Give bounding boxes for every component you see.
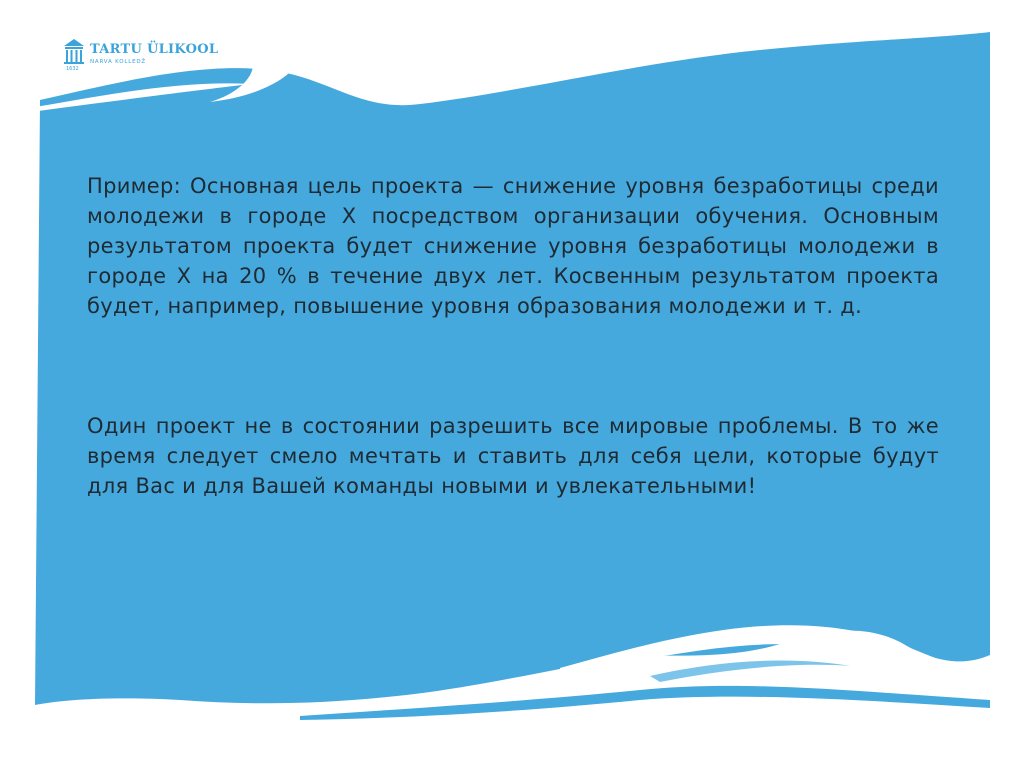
logo-year: 1632: [66, 66, 79, 72]
logo-title: TARTU ÜLIKOOL: [90, 42, 219, 57]
paragraph-conclusion: Один проект не в состоянии разрешить все мировые проблемы. В то же время следует смело мечтать и ставить для себя цели, которые будут для Вас и для Вашей команды новыми и увлекательными!: [87, 414, 939, 498]
logo: [62, 36, 219, 76]
paragraph-example: Пример: Основная цель проекта — снижение уровня безработицы среди молодежи в городе X посредством организации обучения. Основным результатом проекта будет снижение уровня безработицы молодежи в городе X на 20 % в течение двух лет. Косвенным результатом проекта будет, например, повышение уровня образования молодежи и т. д.: [87, 174, 939, 318]
logo-subtitle: NARVA KOLLEDŽ: [90, 59, 146, 65]
bottom-accent-wave: [650, 661, 850, 682]
slide-content: [87, 171, 939, 501]
